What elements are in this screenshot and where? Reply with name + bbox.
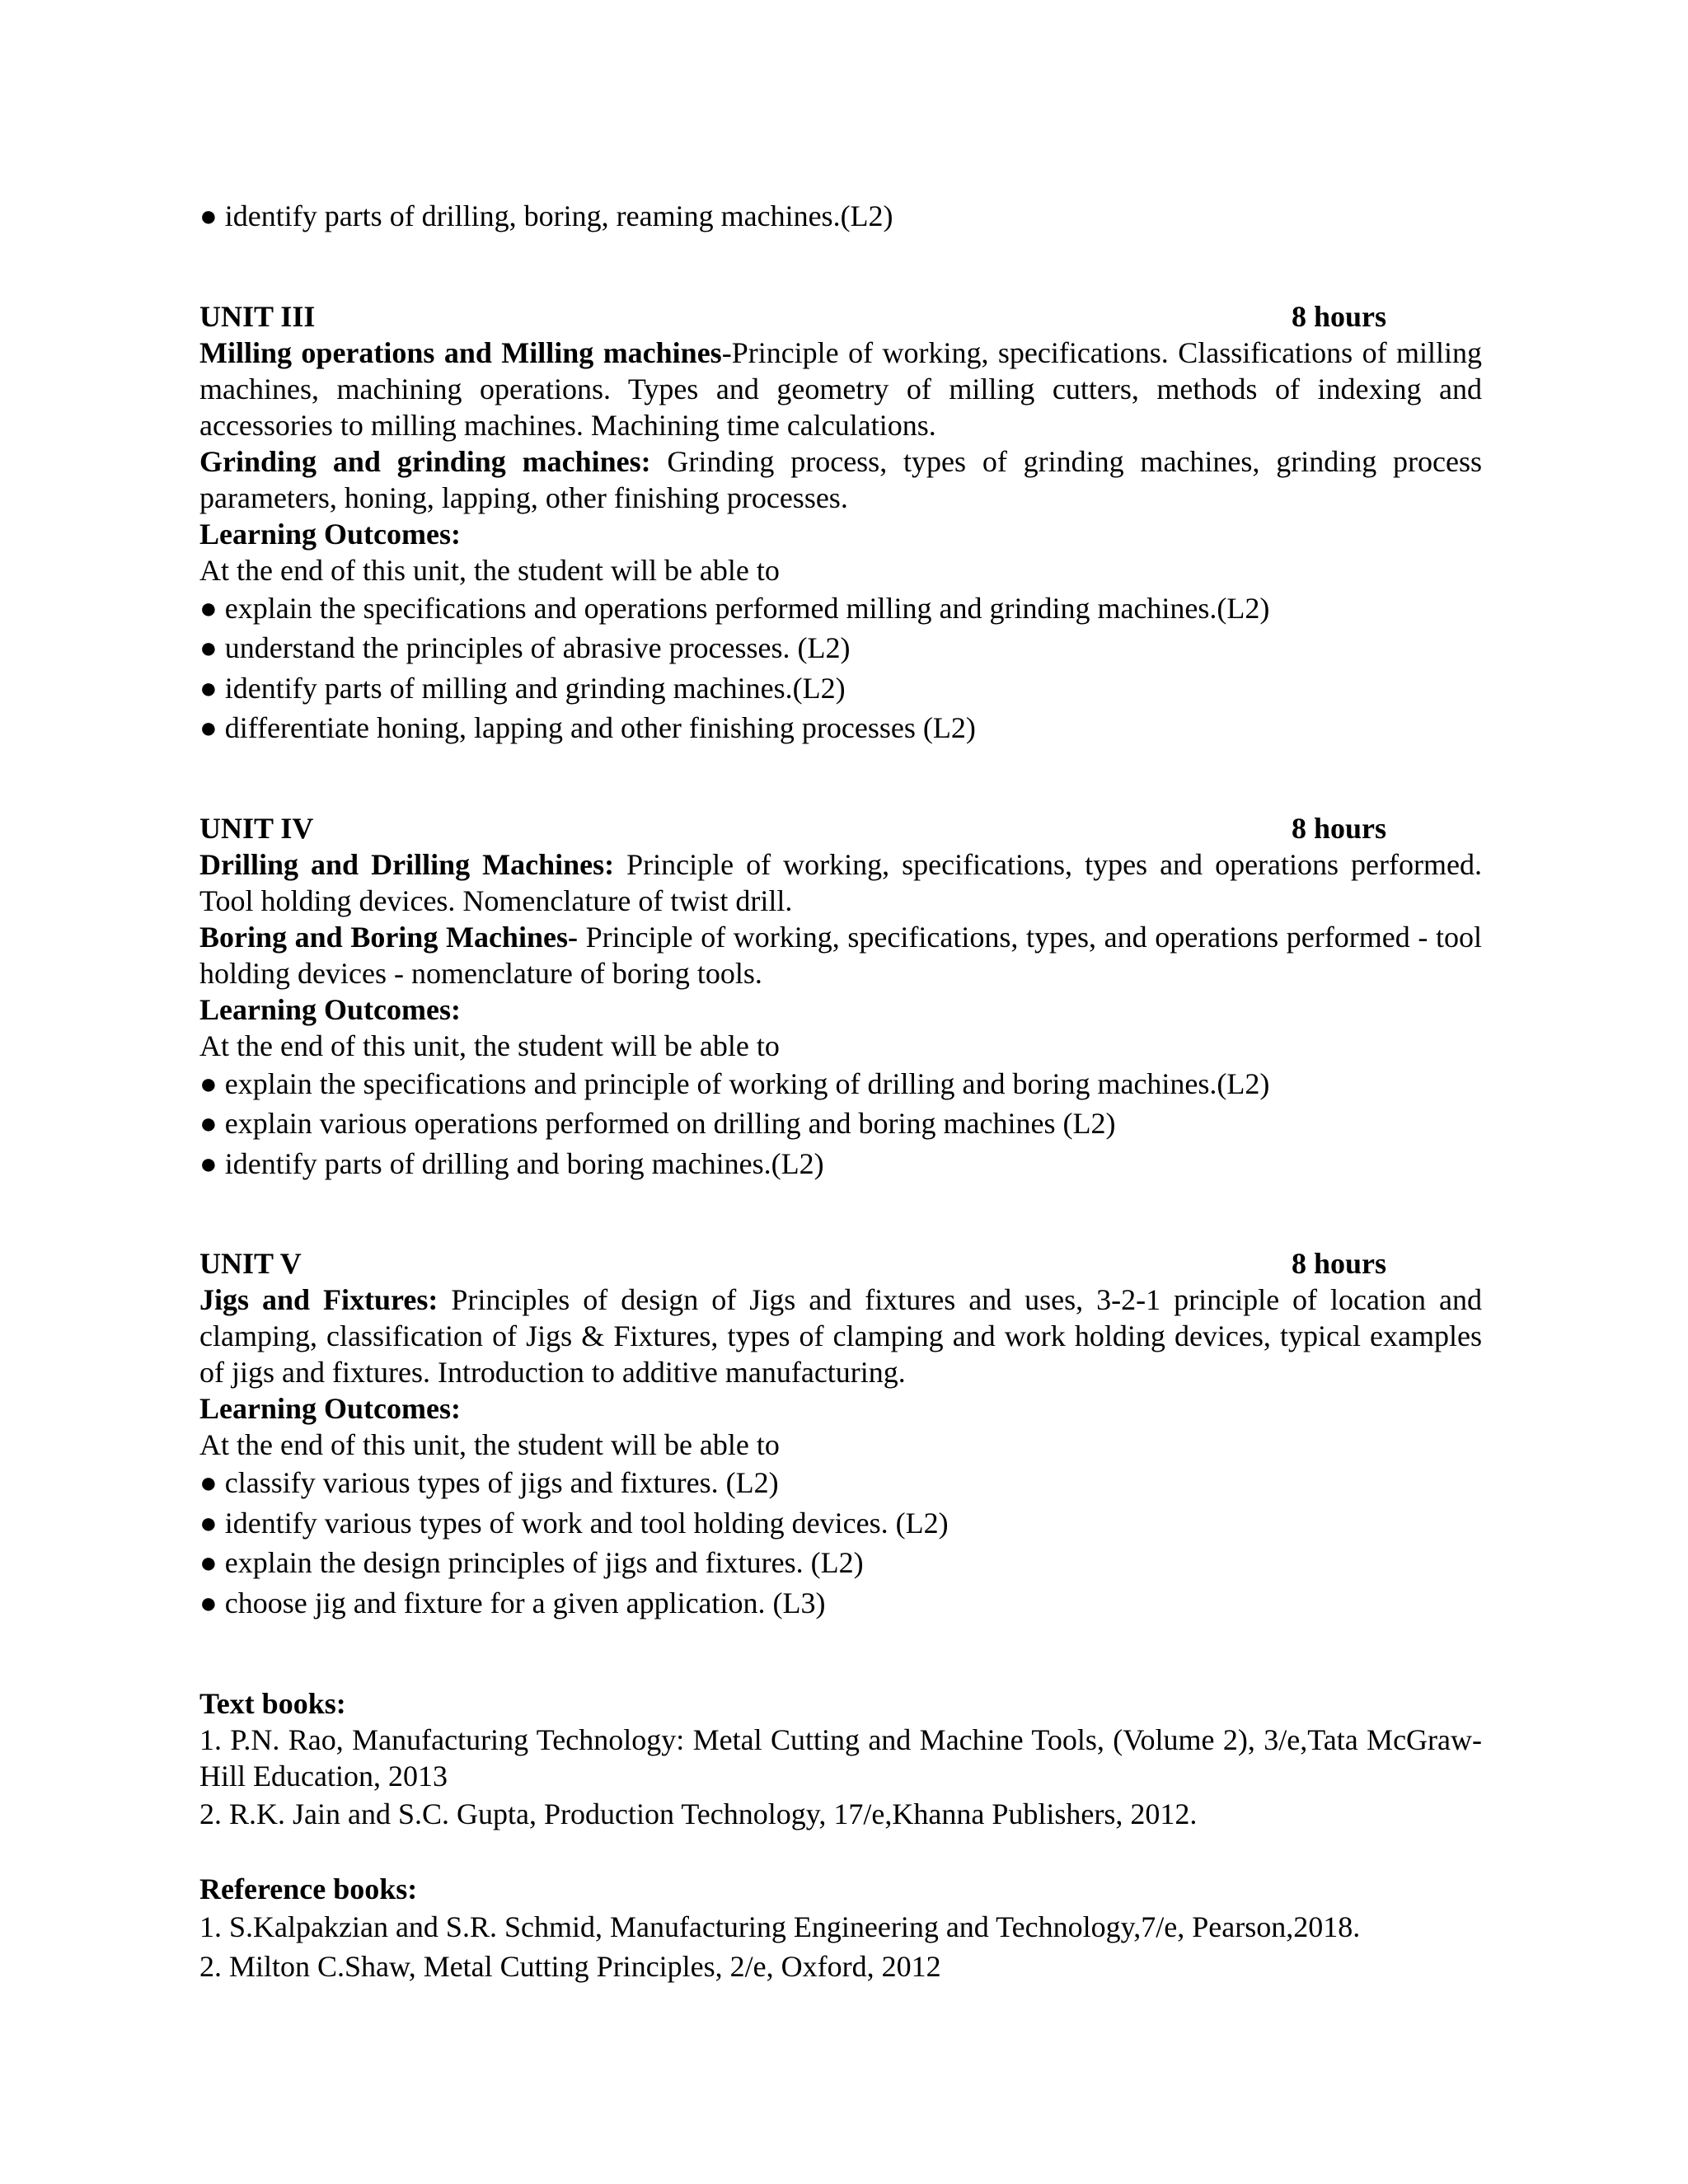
list-item: ● understand the principles of abrasive processes. (L2): [199, 631, 851, 664]
reference-books-heading: Reference books:: [199, 1872, 418, 1905]
list-item: ● explain various operations performed on drilling and boring machines (L2): [199, 1107, 1116, 1140]
topic-text: Principle of working, specifications, types and operations performed. Tool holding devices. Nomenclature of twist drill.: [199, 847, 1482, 917]
list-item: ● identify various types of work and tool holding devices. (L2): [199, 1506, 949, 1540]
topic-heading: Milling operations and Milling machines: [199, 335, 722, 369]
list-item: ● explain the design principles of jigs and fixtures. (L2): [199, 1546, 864, 1579]
unit-4-topic-drilling: [199, 846, 1482, 919]
list-item: ● explain the specifications and principle of working of drilling and boring machines.(L2): [199, 1066, 1270, 1100]
topic-heading: Drilling and Drilling Machines:: [199, 847, 615, 881]
unit-5-outcomes-intro: At the end of this unit, the student will be able to: [199, 1428, 780, 1461]
topic-heading: Grinding and grinding machines:: [199, 444, 651, 478]
list-item: ● identify parts of milling and grinding machines.(L2): [199, 671, 846, 705]
unit-5-section: [199, 1245, 1482, 1623]
unit-5-topic-jigs: [199, 1282, 1482, 1390]
text-book-item: 2. R.K. Jain and S.C. Gupta, Production Technology, 17/e,Khanna Publishers, 2012.: [199, 1797, 1198, 1830]
unit-3-topic-grinding: [199, 443, 1482, 516]
unit-3-topic-milling: [199, 335, 1482, 443]
topic-heading: Jigs and Fixtures:: [199, 1283, 438, 1316]
unit-3-title: UNIT III: [199, 299, 316, 333]
text-book-item: 1. P.N. Rao, Manufacturing Technology: Metal Cutting and Machine Tools, (Volume 2), 3/e,Tata McGraw-Hill Education, 2013: [199, 1723, 1482, 1793]
unit-5-hours: 8 hours: [1291, 1247, 1386, 1280]
intro-bullet: ● identify parts of drilling, boring, reaming machines.(L2): [199, 199, 893, 232]
list-item: ● explain the specifications and operations performed milling and grinding machines.(L2): [199, 591, 1270, 625]
unit-3-outcomes-intro: At the end of this unit, the student will be able to: [199, 553, 780, 587]
list-item: ● differentiate honing, lapping and other finishing processes (L2): [199, 711, 976, 744]
unit-5-outcomes-heading: Learning Outcomes:: [199, 1392, 461, 1425]
topic-heading: Boring and Boring Machines-: [199, 920, 578, 954]
unit-4-hours: 8 hours: [1291, 811, 1386, 845]
unit-4-outcomes-heading: Learning Outcomes:: [199, 992, 461, 1026]
topic-text: Principles of design of Jigs and fixtures and uses, 3-2-1 principle of location and clamping, classification of Jigs & Fixtures, types of clamping and work holding devices, typical examples of jigs and fixtures. Introduction to additive manufacturing.: [199, 1283, 1482, 1389]
topic-text: Grinding process, types of grinding machines, grinding process parameters, honing, lapping, other finishing processes.: [199, 444, 1482, 514]
list-item: ● classify various types of jigs and fixtures. (L2): [199, 1466, 779, 1499]
reference-book-item: 2. Milton C.Shaw, Metal Cutting Principles, 2/e, Oxford, 2012: [199, 1950, 941, 1983]
unit-4-section: [199, 810, 1482, 1184]
unit-4-topic-boring: [199, 919, 1482, 991]
unit-3-outcomes-heading: Learning Outcomes:: [199, 517, 461, 551]
unit-3-header: [199, 298, 1386, 335]
unit-3-hours: 8 hours: [1291, 299, 1386, 333]
unit-3-section: [199, 298, 1482, 748]
unit-5-title: UNIT V: [199, 1247, 302, 1280]
unit-4-header: [199, 810, 1386, 846]
topic-text: -Principle of working, specifications. Classifications of milling machines, machining operations. Types and geometry of milling cutters, methods of indexing and accessories to milling machines. Machining time calculations.: [199, 335, 1482, 442]
list-item: ● identify parts of drilling and boring machines.(L2): [199, 1146, 824, 1180]
topic-text: Principle of working, specifications, types, and operations performed - tool holding devices - nomenclature of boring tools.: [199, 920, 1482, 990]
reference-books-section: [199, 1871, 1482, 1987]
text-books-section: [199, 1685, 1482, 1835]
unit-4-outcomes-intro: At the end of this unit, the student will be able to: [199, 1029, 780, 1062]
list-item: ● choose jig and fixture for a given application. (L3): [199, 1586, 826, 1619]
unit-5-header: [199, 1245, 1386, 1282]
document-page: [199, 196, 1482, 1987]
reference-book-item: 1. S.Kalpakzian and S.R. Schmid, Manufacturing Engineering and Technology,7/e, Pearson,2018.: [199, 1910, 1361, 1943]
unit-4-title: UNIT IV: [199, 811, 314, 845]
text-books-heading: Text books:: [199, 1687, 346, 1720]
